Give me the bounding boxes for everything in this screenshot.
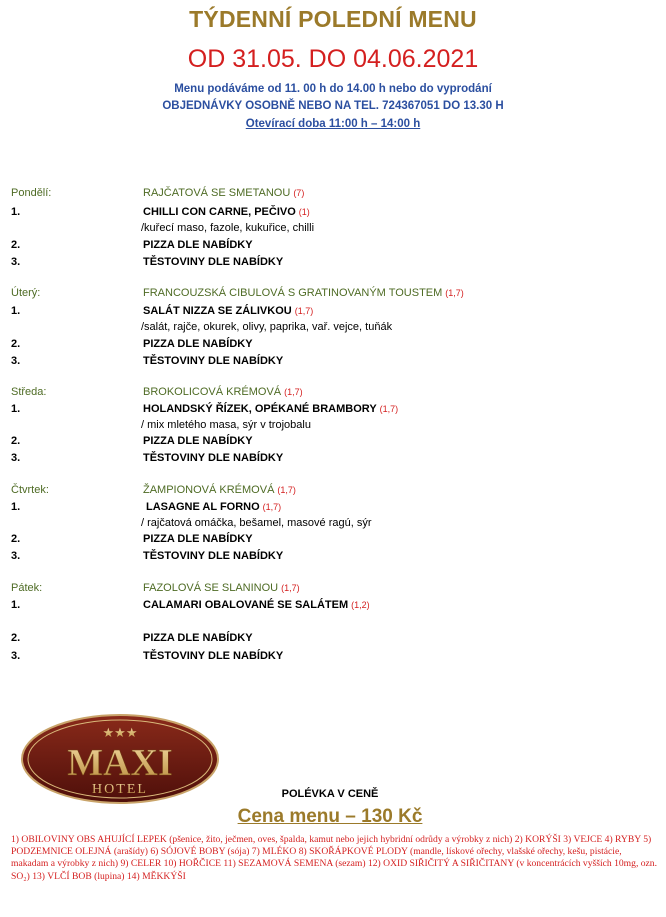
item-dish: PIZZA DLE NABÍDKY (143, 533, 253, 545)
day-soup: ŽAMPIONOVÁ KRÉMOVÁ (1,7) (143, 484, 296, 496)
item-dish: TĚSTOVINY DLE NABÍDKY (143, 355, 284, 367)
allergen-codes: (1,2) (351, 600, 370, 610)
day-soup: FRANCOUZSKÁ CIBULOVÁ S GRATINOVANÝM TOUSTEM (1,7) (143, 287, 464, 299)
item-number: 2. (11, 239, 21, 251)
item-dish: LASAGNE AL FORNO (1,7) (146, 501, 282, 513)
allergen-codes: (1,7) (294, 306, 314, 316)
item-number: 1. (11, 305, 21, 317)
item-number: 2. (11, 338, 21, 350)
day-name: Pondělí: (11, 187, 52, 199)
allergen-codes: (1,7) (281, 583, 300, 593)
day-name: Čtvrtek: (11, 484, 49, 496)
item-number: 2. (11, 632, 21, 644)
logo-word-maxi: MAXI (67, 742, 173, 784)
allergen-codes: (1) (298, 207, 310, 217)
logo-stars: ★★★ (102, 726, 138, 741)
item-number: 3. (11, 256, 21, 268)
allergen-legend: 1) OBILOVINY OBS AHUJÍCÍ LEPEK (pšenice, žito, ječmen, oves, špalda, kamut nebo jejich hybridní odrůdy a výrobky z nich) 2) KORÝŠI 3) VEJCE 4) RYBY 5) PODZEMNICE OLEJNÁ (arašídy) 6) SÓJOVÉ BOBY (sója) 7) MLÉKO 8) SKOŘÁPKOVÉ PLODY (mandle, lískové ořechy, vlašské ořechy, kešu, pistácie, makadam a výrobky z nich) 9) CELER 10) HOŘČICE 11) SEZAMOVÁ SEMENA (sezam) 12) OXID SIŘIČITÝ A SIŘIČITANY (v koncentrácích vyšších 10mg, ozn. SO₂) 13) VLČÍ BOB (lupina) 14) MĚKKÝŠI (11, 834, 657, 882)
allergen-codes: (1,7) (284, 387, 303, 397)
item-number: 2. (11, 533, 21, 545)
menu-title: TÝDENNÍ POLEDNÍ MENU (189, 6, 477, 32)
item-dish: PIZZA DLE NABÍDKY (143, 338, 253, 350)
allergen-codes: (1,7) (379, 404, 399, 414)
allergen-codes: (1,7) (262, 502, 282, 512)
item-dish: TĚSTOVINY DLE NABÍDKY (143, 452, 284, 464)
allergen-codes: (1,7) (277, 485, 296, 495)
day-name: Pátek: (11, 582, 43, 594)
menu-dates: OD 31.05. DO 04.06.2021 (187, 45, 479, 73)
item-number: 2. (11, 435, 21, 447)
day-name: Středa: (11, 386, 47, 398)
item-dish: PIZZA DLE NABÍDKY (143, 239, 253, 251)
item-dish: PIZZA DLE NABÍDKY (143, 435, 253, 447)
item-dish: CHILLI CON CARNE, PEČIVO (1) (143, 206, 310, 218)
allergen-codes: (7) (293, 188, 305, 198)
item-dish: PIZZA DLE NABÍDKY (143, 632, 253, 644)
item-dish: CALAMARI OBALOVANÉ SE SALÁTEM (1,2) (143, 599, 370, 611)
item-number: 1. (11, 206, 21, 218)
item-number: 3. (11, 550, 21, 562)
logo-word-hotel: HOTEL (92, 782, 148, 797)
orders-info: OBJEDNÁVKY OSOBNĚ NEBO NA TEL. 724367051 DO 13.30 H (162, 100, 504, 112)
day-soup: BROKOLICOVÁ KRÉMOVÁ (1,7) (143, 386, 303, 398)
item-dish: TĚSTOVINY DLE NABÍDKY (143, 550, 284, 562)
item-number: 3. (11, 452, 21, 464)
item-dish: TĚSTOVINY DLE NABÍDKY (143, 650, 284, 662)
item-dish: HOLANDSKÝ ŘÍZEK, OPÉKANÉ BRAMBORY (1,7) (143, 403, 399, 415)
opening-hours: Otevírací doba 11:00 h – 14:00 h (245, 118, 421, 130)
item-number: 1. (11, 501, 21, 513)
day-name: Úterý: (11, 287, 41, 299)
day-soup: RAJČATOVÁ SE SMETANOU (7) (143, 187, 305, 199)
item-dish: SALÁT NIZZA SE ZÁLIVKOU (1,7) (143, 305, 314, 317)
day-soup: FAZOLOVÁ SE SLANINOU (1,7) (143, 582, 300, 594)
serving-hours: Menu podáváme od 11. 00 h do 14.00 h nebo do vyprodání (174, 83, 492, 95)
item-number: 1. (11, 403, 21, 415)
allergen-codes: (1,7) (445, 288, 464, 298)
item-dish: TĚSTOVINY DLE NABÍDKY (143, 256, 284, 268)
item-number: 3. (11, 355, 21, 367)
soup-included-note: POLÉVKA V CENĚ (281, 788, 379, 800)
item-number: 1. (11, 599, 21, 611)
item-number: 3. (11, 650, 21, 662)
maxi-hotel-logo (20, 713, 220, 805)
menu-price: Cena menu – 130 Kč (237, 806, 423, 827)
